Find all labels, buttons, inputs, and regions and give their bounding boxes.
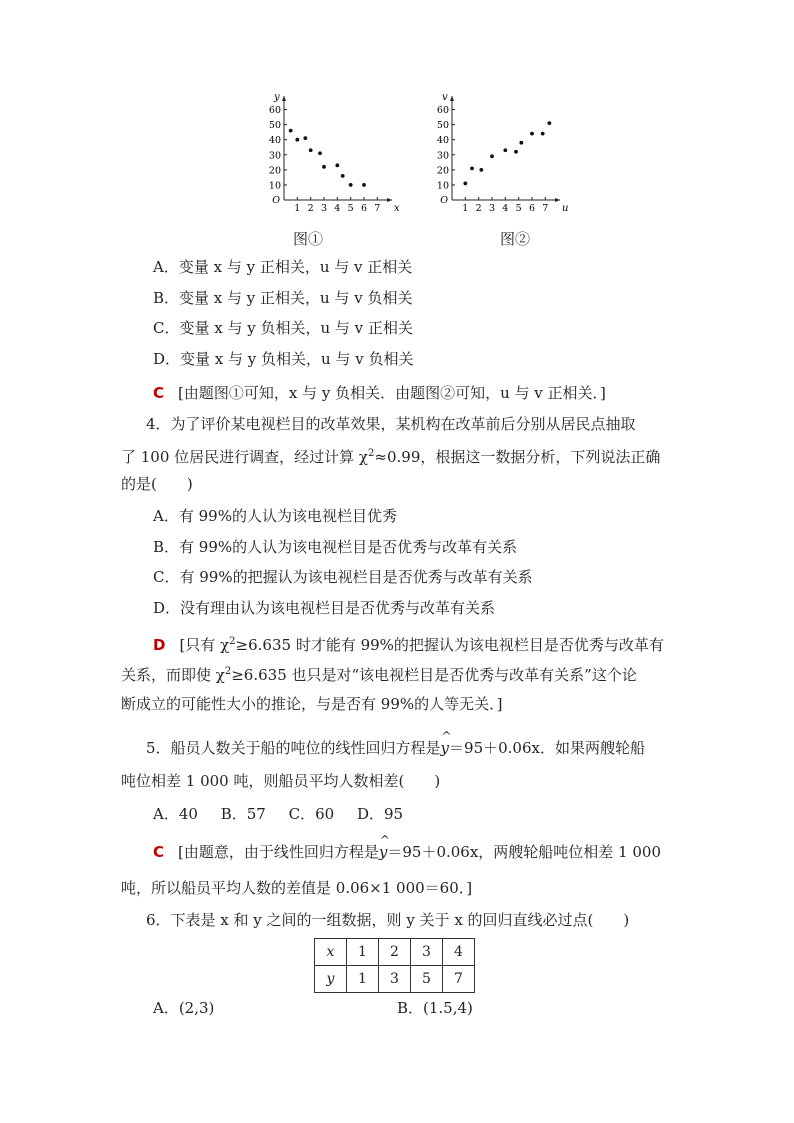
q4-exp-2a: 关系，而即使 χ xyxy=(121,666,225,684)
data-point xyxy=(547,121,551,125)
q3-explanation: [由题图①可知，x 与 y 负相关．由题图②可知，u 与 v 正相关．] xyxy=(178,384,606,402)
origin-label: O xyxy=(272,195,280,206)
figure-1-caption: 图① xyxy=(293,230,324,248)
data-point xyxy=(479,168,483,172)
table-cell: 1 xyxy=(347,939,379,966)
q6-data-table xyxy=(314,938,475,993)
q5-answer-line xyxy=(153,842,661,862)
q4-option-a: A．有 99%的人认为该电视栏目优秀 xyxy=(153,507,397,525)
x-tick-label: 2 xyxy=(307,203,314,214)
y-tick-label: 60 xyxy=(268,105,281,117)
data-point xyxy=(335,163,339,167)
x-axis-label: u xyxy=(562,203,569,214)
q5-stem-1b: ＝95＋0.06x．如果两艘轮船 xyxy=(449,739,645,757)
y-tick-label: 50 xyxy=(268,120,281,132)
q5-options-row xyxy=(153,803,403,824)
table-row xyxy=(315,939,475,966)
data-point xyxy=(503,148,507,152)
y-tick-label: 10 xyxy=(436,180,449,192)
table-cell: y xyxy=(315,966,347,993)
y-tick-label: 20 xyxy=(436,165,449,177)
data-point xyxy=(349,183,353,187)
x-tick-label: 5 xyxy=(347,203,354,214)
q6-option-b: B．(1.5,4) xyxy=(397,999,473,1017)
data-point xyxy=(309,148,313,152)
y-tick-label: 20 xyxy=(268,165,281,177)
q3-option-a: A．变量 x 与 y 正相关，u 与 v 正相关 xyxy=(153,258,413,276)
y-axis-label: y xyxy=(274,92,280,103)
x-tick-label: 4 xyxy=(502,203,509,214)
x-axis-label: x xyxy=(394,203,400,214)
data-point xyxy=(541,132,545,136)
scatter-plot-2 xyxy=(430,92,570,215)
table-cell: 1 xyxy=(347,966,379,993)
scatter-plot-1-svg xyxy=(262,92,402,215)
x-axis-arrow xyxy=(555,198,560,202)
scatter-plot-1 xyxy=(262,92,402,215)
x-tick-label: 6 xyxy=(528,203,536,214)
q5-option-d: D．95 xyxy=(356,805,404,823)
table-cell: 3 xyxy=(379,966,411,993)
figure-2-caption: 图② xyxy=(500,230,531,248)
data-point xyxy=(463,182,467,186)
q4-stem-line-3: 的是( ) xyxy=(121,475,193,493)
scatter-plot-2-svg xyxy=(430,92,570,215)
table-cell: 4 xyxy=(443,939,475,966)
q4-option-d: D．没有理由认为该电视栏目是否优秀与改革有关系 xyxy=(153,599,496,617)
y-axis-arrow xyxy=(450,96,454,101)
q4-answer: D xyxy=(153,636,166,654)
table-cell: 2 xyxy=(379,939,411,966)
q4-exp-2b: ≥6.635 也只是对“该电视栏目是否优秀与改革有关系”这个论 xyxy=(231,666,637,684)
q4-square-2: 2 xyxy=(229,636,236,647)
q3-answer-line xyxy=(153,383,606,403)
origin-label: O xyxy=(440,195,448,206)
q4-square-1: 2 xyxy=(368,448,375,459)
q3-option-c: C．变量 x 与 y 负相关，u 与 v 正相关 xyxy=(153,319,413,337)
q4-exp-1a: [只有 χ xyxy=(179,636,230,654)
data-point xyxy=(362,183,366,187)
x-tick-label: 2 xyxy=(475,203,482,214)
x-axis-arrow xyxy=(387,198,392,202)
q5-option-b: B．57 xyxy=(220,805,266,823)
y-tick-label: 30 xyxy=(268,150,281,162)
table-cell: x xyxy=(315,939,347,966)
q4-option-c: C．有 99%的把握认为该电视栏目是否优秀与改革有关系 xyxy=(153,568,533,586)
y-tick-label: 60 xyxy=(436,105,449,117)
x-tick-label: 3 xyxy=(488,203,496,214)
data-point xyxy=(295,138,299,142)
q6-stem: 6．下表是 x 和 y 之间的一组数据，则 y 关于 x 的回归直线必过点( ) xyxy=(146,911,630,929)
q4-exp-line-2 xyxy=(121,662,637,685)
q5-y-hat: ^ y xyxy=(441,738,449,758)
y-axis-label: v xyxy=(442,92,448,103)
q4-stem-line-2 xyxy=(121,444,660,467)
data-point xyxy=(303,136,307,140)
q5-option-c: C．60 xyxy=(288,805,335,823)
q4-stem-2a: 了 100 位居民进行调查，经过计算 χ xyxy=(121,448,369,466)
x-tick-label: 1 xyxy=(462,203,469,214)
q5-option-a: A．40 xyxy=(153,805,198,823)
y-tick-label: 50 xyxy=(436,120,449,132)
q4-exp-line-3: 断成立的可能性大小的推论，与是否有 99%的人等无关．] xyxy=(121,695,503,713)
q5-stem-line-1 xyxy=(146,738,645,758)
x-tick-label: 6 xyxy=(360,203,368,214)
q6-option-a: A．(2,3) xyxy=(153,999,215,1017)
data-point xyxy=(519,141,523,145)
q4-stem-line-1: 4．为了评价某电视栏目的改革效果，某机构在改革前后分别从居民点抽取 xyxy=(146,415,636,433)
q5-answer: C xyxy=(153,843,165,861)
q5-exp-1b: ＝95＋0.06x，两艘轮船吨位相差 1 000 xyxy=(387,843,662,861)
data-point xyxy=(470,166,474,170)
data-point xyxy=(322,165,326,169)
q4-exp-1b: ≥6.635 时才能有 99%的把握认为该电视栏目是否优秀与改革有 xyxy=(235,636,664,654)
q5-stem-1a: 5．船员人数关于船的吨位的线性回归方程是 xyxy=(146,739,441,757)
q3-answer: C xyxy=(153,384,165,402)
q5-stem-line-2: 吨位相差 1 000 吨，则船员平均人数相差( ) xyxy=(121,772,441,790)
q3-option-b: B．变量 x 与 y 正相关，u 与 v 负相关 xyxy=(153,289,413,307)
q4-answer-line xyxy=(153,632,664,655)
table-row xyxy=(315,966,475,993)
y-tick-label: 40 xyxy=(268,135,281,147)
data-point xyxy=(490,154,494,158)
y-axis-arrow xyxy=(282,96,286,101)
data-point xyxy=(318,151,322,155)
data-point xyxy=(514,150,518,154)
y-tick-label: 40 xyxy=(436,135,449,147)
table-cell: 7 xyxy=(443,966,475,993)
x-tick-label: 1 xyxy=(294,203,301,214)
x-tick-label: 5 xyxy=(515,203,522,214)
data-point xyxy=(289,129,293,133)
y-tick-label: 10 xyxy=(268,180,281,192)
x-tick-label: 4 xyxy=(334,203,341,214)
q5-exp-1a: [由题意，由于线性回归方程是 xyxy=(178,843,379,861)
q5-exp-line-2: 吨，所以船员平均人数的差值是 0.06×1 000＝60．] xyxy=(121,879,473,897)
x-tick-label: 7 xyxy=(542,203,549,214)
q3-option-d: D．变量 x 与 y 负相关，u 与 v 负相关 xyxy=(153,350,414,368)
table-cell: 3 xyxy=(411,939,443,966)
q4-square-3: 2 xyxy=(224,666,232,677)
x-tick-label: 7 xyxy=(374,203,381,214)
y-tick-label: 30 xyxy=(436,150,449,162)
data-point xyxy=(530,132,534,136)
table-cell: 5 xyxy=(411,966,443,993)
q5-y-hat-2: ^ y xyxy=(379,842,387,862)
x-tick-label: 3 xyxy=(320,203,328,214)
q4-stem-2b: ≈0.99，根据这一数据分析，下列说法正确 xyxy=(374,448,661,466)
data-point xyxy=(341,174,345,178)
q4-option-b: B．有 99%的人认为该电视栏目是否优秀与改革有关系 xyxy=(153,538,518,556)
